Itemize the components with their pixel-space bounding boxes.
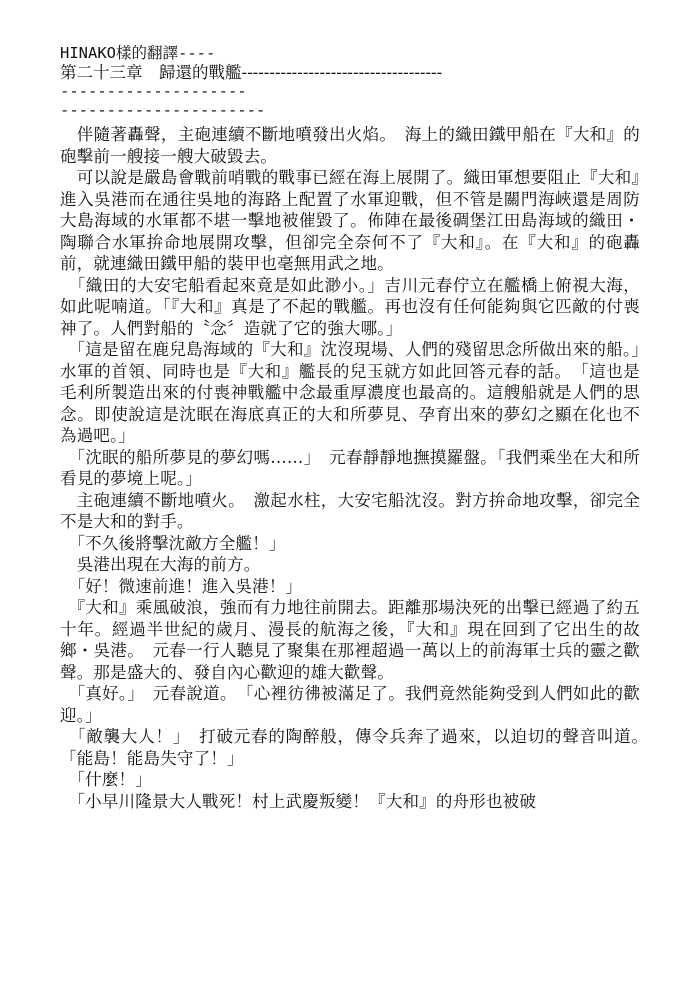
paragraph: 「沈眠的船所夢見的夢幻嗎……」 元春靜靜地撫摸羅盤。「我們乘坐在大和所看見的夢境上呢。」: [60, 447, 640, 488]
paragraph: 可以說是嚴島會戰前哨戰的戰事已經在海上展開了。織田軍想要阻止『大和』進入吳港而在通往吳地的海路上配置了水軍迎戰，但不管是關門海峽還是周防大島海域的水軍都不堪一擊地被催毀了。佈陣在最後碉堡江田島海域的織田・陶聯合水軍拚命地展開攻擊，但卻完全奈何不了『大和』。在『大和』的砲轟前，就連織田鐵甲船的裝甲也毫無用武之地。: [60, 168, 640, 273]
divider-line: ----------------------: [60, 101, 266, 119]
divider-line: --------------------: [60, 82, 247, 100]
paragraph: 「織田的大安宅船看起來竟是如此渺小。」吉川元春佇立在艦橋上俯視大海，如此呢喃道。「『大和』真是了不起的戰艦。再也沒有任何能夠與它匹敵的付喪神了。人們對船的〝念〞造就了它的強大哪。」: [60, 275, 640, 338]
translator-credit: HINAKO樣的翻譯----: [60, 44, 216, 62]
paragraph: 吳港出現在大海的前方。: [60, 555, 261, 574]
paragraph: 「不久後將擊沈敵方全艦！」: [60, 533, 286, 553]
paragraph: 伴隨著轟聲，主砲連續不斷地噴發出火焰。 海上的織田鐵甲船在『大和』的砲擊前一艘接一艘大破毀去。: [60, 125, 640, 166]
paragraph: 主砲連續不斷地噴火。 激起水柱，大安宅船沈沒。對方拚命地攻擊，卻完全不是大和的對手。: [60, 490, 640, 531]
paragraph: 「真好。」 元春說道。 「心裡彷彿被滿足了。我們竟然能夠受到人們如此的歡迎。」: [60, 684, 640, 725]
document-page: [60, 44, 657, 812]
paragraph: 「這是留在鹿兒島海域的『大和』沈沒現場、人們的殘留思念所做出來的船。」 水軍的首領、同時也是『大和』艦長的兒玉就方如此回答元春的話。 「這也是毛利所製造出來的付喪神戰艦中念最重厚濃度也最高的。這艘船就是人們的思念。即使說這是沈眠在海底真正的大和所夢見、孕育出來的夢幻之顯在化也不為過吧。」: [60, 340, 657, 445]
paragraph: 「敵襲大人！」 打破元春的陶醉般，傳令兵奔了過來，以迫切的聲音叫道。 「能島！能島失守了！」: [60, 727, 657, 768]
paragraph: 『大和』乘風破浪，強而有力地往前開去。距離那場決死的出擊已經過了約五十年。經過半世紀的歲月、漫長的航海之後，『大和』現在回到了它出生的故鄉・吳港。 元春一行人聽見了聚集在那裡超過一萬以上的前海軍士兵的靈之歡聲。那是盛大的、發自內心歡迎的雄大歡聲。: [60, 598, 640, 682]
paragraph: 「什麼！」: [60, 770, 152, 789]
chapter-body: [60, 124, 657, 812]
paragraph: 「小早川隆景大人戰死！村上武慶叛變！『大和』的舟形也被破: [60, 791, 537, 811]
chapter-title: 第二十三章 歸還的戰艦------------------------------------: [60, 63, 443, 82]
paragraph: 「好！微速前進！進入吳港！」: [60, 576, 303, 596]
